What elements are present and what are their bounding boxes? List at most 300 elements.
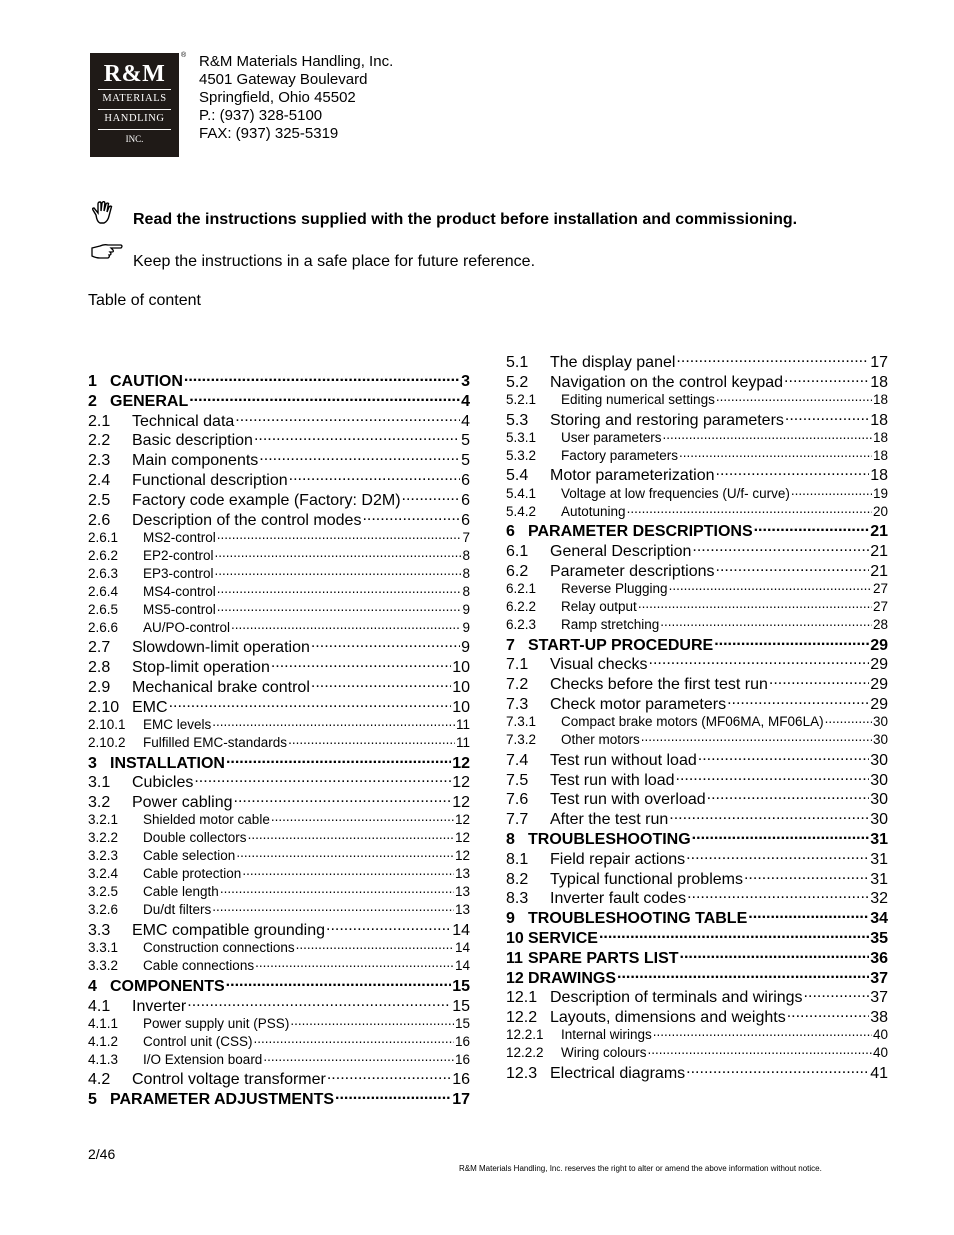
toc-entry[interactable] bbox=[88, 489, 470, 509]
toc-leader-dots bbox=[290, 1014, 454, 1028]
toc-entry-number: 5.3.1 bbox=[506, 429, 537, 445]
toc-entry[interactable] bbox=[88, 600, 470, 618]
toc-entry-number: 8.1 bbox=[506, 850, 529, 868]
toc-entry-page: 21 bbox=[870, 542, 888, 560]
toc-leader-dots bbox=[220, 883, 454, 897]
toc-entry-title: EMC bbox=[132, 698, 168, 716]
toc-entry[interactable] bbox=[506, 769, 888, 789]
toc-leader-dots bbox=[714, 634, 869, 650]
toc-leader-dots bbox=[217, 600, 462, 614]
toc-leader-dots bbox=[716, 391, 872, 405]
toc-entry-number: 8.3 bbox=[506, 890, 529, 908]
toc-entry[interactable] bbox=[506, 634, 888, 654]
toc-entry-number: 4.1.3 bbox=[88, 1051, 119, 1067]
toc-entry[interactable] bbox=[506, 1062, 888, 1082]
toc-entry-number: 6 bbox=[506, 523, 515, 541]
toc-entry[interactable] bbox=[88, 1014, 470, 1032]
keep-text: Keep the instructions in a safe place for future reference. bbox=[133, 253, 536, 270]
toc-entry-title: Voltage at low frequencies (U/f- curve) bbox=[561, 485, 790, 501]
toc-entry-page: 17 bbox=[452, 1091, 470, 1109]
toc-entry-page: 31 bbox=[870, 830, 888, 848]
toc-entry[interactable] bbox=[88, 829, 470, 847]
toc-entry-page: 27 bbox=[872, 581, 888, 597]
toc-leader-dots bbox=[184, 370, 460, 386]
toc-entry-page: 13 bbox=[454, 884, 470, 900]
toc-entry[interactable] bbox=[506, 731, 888, 749]
toc-entry-page: 18 bbox=[872, 429, 888, 445]
toc-entry-number: 3.2.5 bbox=[88, 884, 119, 900]
toc-entry[interactable] bbox=[88, 696, 470, 716]
toc-entry-title: The display panel bbox=[550, 354, 676, 371]
toc-entry[interactable] bbox=[88, 716, 470, 734]
logo-divider bbox=[98, 89, 171, 90]
toc-entry[interactable] bbox=[506, 907, 888, 927]
toc-entry[interactable] bbox=[506, 1044, 888, 1062]
toc-entry-title: General Description bbox=[550, 542, 692, 560]
toc-entry-number: 2.6.5 bbox=[88, 601, 119, 617]
toc-entry-number: 5.4 bbox=[506, 467, 529, 485]
toc-entry[interactable] bbox=[88, 883, 470, 901]
toc-entry-title: PARAMETER ADJUSTMENTS bbox=[110, 1091, 335, 1109]
toc-entry-title: AU/PO-control bbox=[143, 619, 231, 635]
toc-entry-page: 31 bbox=[870, 870, 888, 888]
toc-leader-dots bbox=[215, 564, 462, 578]
toc-leader-dots bbox=[335, 1088, 451, 1104]
toc-entry[interactable] bbox=[88, 975, 470, 995]
toc-leader-dots bbox=[627, 502, 872, 516]
toc-entry-title: Construction connections bbox=[143, 940, 295, 956]
toc-entry-title: User parameters bbox=[561, 429, 662, 445]
toc-entry-page: 36 bbox=[870, 949, 888, 967]
toc-entry-page: 13 bbox=[454, 866, 470, 882]
toc-entry-number: 12 bbox=[506, 969, 524, 987]
toc-entry[interactable] bbox=[506, 749, 888, 769]
toc-entry-title: Basic description bbox=[132, 432, 253, 450]
toc-entry-page: 18 bbox=[870, 373, 888, 391]
toc-entry[interactable] bbox=[506, 371, 888, 391]
toc-entry[interactable] bbox=[88, 618, 470, 636]
toc-entry[interactable] bbox=[506, 391, 888, 409]
toc-entry-title: Description of the control modes bbox=[132, 511, 362, 529]
toc-entry[interactable] bbox=[88, 469, 470, 489]
toc-entry[interactable] bbox=[506, 428, 888, 446]
toc-entry-number: 5.2.1 bbox=[506, 392, 537, 408]
toc-entry[interactable] bbox=[506, 580, 888, 598]
toc-entry-page: 14 bbox=[454, 958, 470, 974]
toc-leader-dots bbox=[235, 410, 460, 426]
toc-entry-title: Ramp stretching bbox=[561, 617, 660, 633]
toc-entry[interactable] bbox=[88, 771, 470, 791]
toc-entry-number: 2.6.2 bbox=[88, 547, 119, 563]
toc-entry-title: Typical functional problems bbox=[550, 870, 743, 888]
toc-leader-dots bbox=[744, 868, 869, 884]
toc-entry-number: 12.1 bbox=[506, 989, 538, 1007]
toc-leader-dots bbox=[787, 1006, 870, 1022]
toc-entry-title: Parameter descriptions bbox=[550, 562, 715, 580]
toc-entry-page: 12 bbox=[452, 774, 470, 792]
toc-entry[interactable] bbox=[88, 919, 470, 939]
toc-entry[interactable] bbox=[506, 446, 888, 464]
toc-entry[interactable] bbox=[88, 449, 470, 469]
toc-entry-title: Description of terminals and wirings bbox=[550, 989, 803, 1007]
toc-entry[interactable] bbox=[506, 540, 888, 560]
toc-entry-number: 8.2 bbox=[506, 870, 529, 888]
toc-entry-title: Layouts, dimensions and weights bbox=[550, 1009, 786, 1027]
toc-entry[interactable] bbox=[88, 995, 470, 1015]
address-line: R&M Materials Handling, Inc. bbox=[199, 53, 394, 70]
toc-leader-dots bbox=[648, 1044, 872, 1058]
toc-entry-page: 41 bbox=[870, 1064, 888, 1082]
toc-entry-page: 10 bbox=[452, 698, 470, 716]
toc-entry-title: SPARE PARTS LIST bbox=[528, 949, 679, 967]
toc-leader-dots bbox=[617, 967, 869, 983]
toc-entry-title: PARAMETER DESCRIPTIONS bbox=[528, 523, 753, 541]
toc-leader-dots bbox=[748, 907, 869, 923]
toc-entry[interactable] bbox=[506, 1006, 888, 1026]
toc-entry[interactable] bbox=[88, 528, 470, 546]
toc-entry-number: 2.4 bbox=[88, 471, 111, 489]
toc-leader-dots bbox=[254, 429, 460, 445]
toc-leader-dots bbox=[784, 371, 869, 387]
toc-entry-page: 16 bbox=[452, 1071, 470, 1089]
toc-leader-dots bbox=[296, 939, 454, 953]
toc-leader-dots bbox=[716, 560, 870, 576]
toc-entry[interactable] bbox=[506, 464, 888, 484]
toc-entry-title: TROUBLESHOOTING TABLE bbox=[528, 910, 748, 928]
toc-entry[interactable] bbox=[88, 410, 470, 430]
toc-leader-dots bbox=[236, 847, 454, 861]
toc-entry-page: 12 bbox=[452, 754, 470, 772]
toc-entry[interactable] bbox=[88, 734, 470, 752]
toc-leader-dots bbox=[212, 901, 454, 915]
toc-leader-dots bbox=[686, 848, 869, 864]
toc-entry[interactable] bbox=[88, 582, 470, 600]
toc-entry-title: MS5-control bbox=[143, 601, 216, 617]
toc-entry-title: Cubicles bbox=[132, 774, 194, 792]
toc-entry-page: 18 bbox=[870, 467, 888, 485]
toc-entry[interactable] bbox=[88, 656, 470, 676]
toc-entry[interactable] bbox=[88, 676, 470, 696]
toc-leader-dots bbox=[288, 734, 455, 748]
toc-entry[interactable] bbox=[506, 986, 888, 1006]
toc-entry-page: 6 bbox=[461, 471, 470, 489]
toc-entry-page: 9 bbox=[461, 639, 470, 657]
toc-entry-title: Power cabling bbox=[132, 794, 233, 812]
toc-entry[interactable] bbox=[88, 1088, 470, 1108]
toc-entry-number: 7.3.2 bbox=[506, 732, 537, 748]
toc-entry[interactable] bbox=[506, 598, 888, 616]
toc-entry-page: 14 bbox=[452, 921, 470, 939]
toc-leader-dots bbox=[326, 919, 451, 935]
toc-entry-number: 5.3.2 bbox=[506, 447, 537, 463]
toc-leader-dots bbox=[641, 731, 872, 745]
toc-entry-title: Check motor parameters bbox=[550, 695, 727, 713]
toc-leader-dots bbox=[804, 986, 870, 1002]
toc-entry-number: 3 bbox=[88, 754, 97, 772]
toc-entry-title: Power supply unit (PSS) bbox=[143, 1015, 290, 1031]
toc-entry-title: GENERAL bbox=[110, 392, 189, 410]
toc-entry[interactable] bbox=[506, 788, 888, 808]
toc-entry-number: 6.2.2 bbox=[506, 599, 537, 615]
logo-inc: INC. bbox=[125, 134, 144, 144]
toc-entry-number: 2.3 bbox=[88, 452, 111, 470]
toc-entry-title: I/O Extension board bbox=[143, 1051, 263, 1067]
toc-entry[interactable] bbox=[506, 927, 888, 947]
toc-leader-dots bbox=[649, 653, 870, 669]
toc-entry-number: 4 bbox=[88, 977, 97, 995]
toc-entry-title: Slowdown-limit operation bbox=[132, 639, 310, 657]
toc-entry[interactable] bbox=[88, 939, 470, 957]
toc-entry-title: Field repair actions bbox=[550, 850, 686, 868]
toc-entry-number: 6.2.3 bbox=[506, 617, 537, 633]
toc-entry-title: EP3-control bbox=[143, 565, 214, 581]
toc-entry-title: Functional description bbox=[132, 471, 288, 489]
toc-entry-number: 3.2.6 bbox=[88, 902, 119, 918]
toc-entry[interactable] bbox=[506, 868, 888, 888]
toc-leader-dots bbox=[679, 446, 872, 460]
toc-entry-page: 18 bbox=[872, 447, 888, 463]
toc-leader-dots bbox=[226, 975, 452, 991]
toc-entry-number: 2.7 bbox=[88, 639, 111, 657]
toc-entry[interactable] bbox=[88, 429, 470, 449]
toc-entry-title: MS2-control bbox=[143, 529, 216, 545]
toc-entry-number: 12.3 bbox=[506, 1064, 538, 1082]
toc-entry-page: 11 bbox=[455, 735, 470, 751]
toc-entry[interactable] bbox=[88, 901, 470, 919]
toc-entry-number: 7.4 bbox=[506, 751, 529, 769]
toc-leader-dots bbox=[248, 829, 454, 843]
toc-left-column bbox=[88, 370, 470, 1108]
toc-entry[interactable] bbox=[88, 1032, 470, 1050]
toc-entry-page: 18 bbox=[870, 411, 888, 429]
toc-entry-number: 3.2.1 bbox=[88, 812, 119, 828]
toc-entry-page: 6 bbox=[461, 511, 470, 529]
toc-entry-number: 3.2.3 bbox=[88, 848, 119, 864]
toc-entry-number: 2.10 bbox=[88, 698, 120, 716]
toc-entry-title: Wiring colours bbox=[561, 1045, 647, 1061]
toc-entry[interactable] bbox=[88, 847, 470, 865]
toc-entry[interactable] bbox=[88, 1050, 470, 1068]
toc-leader-dots bbox=[698, 749, 869, 765]
toc-entry[interactable] bbox=[88, 791, 470, 811]
toc-leader-dots bbox=[707, 788, 870, 804]
toc-entry[interactable] bbox=[506, 653, 888, 673]
toc-leader-dots bbox=[271, 656, 451, 672]
toc-leader-dots bbox=[692, 828, 870, 844]
toc-entry[interactable] bbox=[506, 520, 888, 540]
toc-entry[interactable] bbox=[506, 947, 888, 967]
toc-entry-number: 2.6.4 bbox=[88, 583, 119, 599]
toc-leader-dots bbox=[785, 409, 869, 425]
toc-entry-number: 2.5 bbox=[88, 491, 111, 509]
toc-entry-number: 9 bbox=[506, 910, 515, 928]
toc-entry-number: 3.1 bbox=[88, 774, 111, 792]
toc-entry-page: 15 bbox=[452, 977, 470, 995]
toc-entry-title: SERVICE bbox=[528, 929, 598, 947]
toc-entry-number: 5.1 bbox=[506, 354, 529, 371]
toc-leader-dots bbox=[217, 528, 462, 542]
toc-entry-number: 2.9 bbox=[88, 678, 111, 696]
toc-entry-number: 10 bbox=[506, 929, 524, 947]
toc-entry-title: Test run with overload bbox=[550, 791, 706, 809]
toc-leader-dots bbox=[676, 351, 869, 367]
footer-disclaimer: R&M Materials Handling, Inc. reserves the right to alter or amend the above information without notice. bbox=[459, 1164, 822, 1173]
toc-leader-dots bbox=[217, 582, 462, 596]
toc-leader-dots bbox=[234, 791, 452, 807]
toc-entry-title: Du/dt filters bbox=[143, 902, 212, 918]
toc-entry[interactable] bbox=[506, 808, 888, 828]
toc-entry[interactable] bbox=[88, 811, 470, 829]
toc-entry[interactable] bbox=[506, 1026, 888, 1044]
toc-entry[interactable] bbox=[88, 1068, 470, 1088]
warning-text: Read the instructions supplied with the product before installation and commissioning. bbox=[133, 211, 798, 228]
toc-entry-page: 8 bbox=[462, 565, 470, 581]
toc-leader-dots bbox=[680, 947, 870, 963]
toc-entry[interactable] bbox=[88, 546, 470, 564]
toc-entry-number: 2.6.1 bbox=[88, 529, 119, 545]
toc-entry-page: 38 bbox=[870, 1009, 888, 1027]
toc-leader-dots bbox=[259, 449, 460, 465]
toc-entry-page: 30 bbox=[870, 751, 888, 769]
toc-entry[interactable] bbox=[88, 636, 470, 656]
toc-entry-page: 8 bbox=[462, 583, 470, 599]
toc-entry-page: 30 bbox=[870, 811, 888, 829]
toc-entry-title: Factory code example (Factory: D2M) bbox=[132, 491, 401, 509]
toc-entry-number: 5.2 bbox=[506, 373, 529, 391]
toc-leader-dots bbox=[327, 1068, 451, 1084]
toc-entry-page: 8 bbox=[462, 547, 470, 563]
toc-entry-number: 2.10.1 bbox=[88, 717, 126, 733]
toc-entry-number: 12.2 bbox=[506, 1009, 538, 1027]
toc-right-column bbox=[506, 351, 888, 1082]
toc-entry-number: 12.2.2 bbox=[506, 1045, 544, 1061]
toc-entry-number: 7.2 bbox=[506, 676, 529, 694]
logo-rm: R&M bbox=[103, 61, 166, 87]
toc-entry-page: 19 bbox=[872, 485, 888, 501]
toc-entry-number: 2.6.6 bbox=[88, 619, 119, 635]
toc-entry[interactable] bbox=[506, 967, 888, 987]
toc-entry-number: 2.2 bbox=[88, 432, 111, 450]
toc-entry-page: 40 bbox=[872, 1045, 888, 1061]
toc-leader-dots bbox=[187, 995, 451, 1011]
toc-entry[interactable] bbox=[88, 865, 470, 883]
toc-entry-title: Inverter fault codes bbox=[550, 890, 687, 908]
toc-leader-dots bbox=[212, 716, 455, 730]
toc-entry[interactable] bbox=[506, 887, 888, 907]
toc-entry-number: 12.2.1 bbox=[506, 1027, 544, 1043]
toc-entry-title: MS4-control bbox=[143, 583, 216, 599]
toc-entry[interactable] bbox=[506, 673, 888, 693]
toc-entry-number: 7.6 bbox=[506, 791, 529, 809]
toc-entry-number: 7.3 bbox=[506, 695, 529, 713]
toc-leader-dots bbox=[311, 636, 460, 652]
toc-entry-page: 32 bbox=[870, 890, 888, 908]
toc-entry-number: 7.7 bbox=[506, 811, 529, 829]
toc-entry-number: 11 bbox=[506, 949, 523, 967]
address-line: FAX: (937) 325-5319 bbox=[199, 125, 339, 142]
toc-entry-page: 5 bbox=[461, 452, 470, 470]
toc-entry-title: INSTALLATION bbox=[110, 754, 225, 772]
toc-entry-page: 4 bbox=[461, 412, 470, 430]
toc-leader-dots bbox=[263, 1050, 454, 1064]
toc-entry-title: Mechanical brake control bbox=[132, 678, 310, 696]
toc-entry-number: 2.6 bbox=[88, 511, 111, 529]
toc-entry[interactable] bbox=[88, 390, 470, 410]
toc-entry-title: Control unit (CSS) bbox=[143, 1033, 253, 1049]
toc-entry-page: 3 bbox=[461, 373, 470, 390]
toc-entry-title: Relay output bbox=[561, 599, 637, 615]
toc-entry-page: 12 bbox=[452, 794, 470, 812]
toc-entry-title: START-UP PROCEDURE bbox=[528, 636, 714, 654]
toc-entry-title: COMPONENTS bbox=[110, 977, 225, 995]
toc-entry[interactable] bbox=[88, 957, 470, 975]
toc-entry[interactable] bbox=[506, 560, 888, 580]
toc-entry[interactable] bbox=[506, 484, 888, 502]
toc-leader-dots bbox=[271, 811, 454, 825]
toc-entry-number: 5.3 bbox=[506, 411, 529, 429]
toc-entry[interactable] bbox=[506, 693, 888, 713]
toc-entry[interactable] bbox=[506, 848, 888, 868]
toc-entry[interactable] bbox=[88, 370, 470, 390]
address-line: 4501 Gateway Boulevard bbox=[199, 71, 368, 88]
toc-entry[interactable] bbox=[506, 616, 888, 634]
toc-entry-page: 29 bbox=[870, 636, 888, 654]
toc-entry[interactable] bbox=[506, 828, 888, 848]
toc-entry-page: 30 bbox=[872, 714, 888, 730]
toc-entry[interactable] bbox=[88, 752, 470, 772]
toc-entry[interactable] bbox=[506, 351, 888, 371]
toc-entry[interactable] bbox=[506, 409, 888, 429]
toc-entry-page: 27 bbox=[872, 599, 888, 615]
toc-entry-page: 15 bbox=[452, 997, 470, 1015]
toc-entry-title: Cable length bbox=[143, 884, 219, 900]
toc-entry-title: Inverter bbox=[132, 997, 187, 1015]
company-logo bbox=[90, 53, 179, 157]
toc-entry-title: Storing and restoring parameters bbox=[550, 411, 784, 429]
toc-entry-title: TROUBLESHOOTING bbox=[528, 830, 691, 848]
toc-entry-title: Main components bbox=[132, 452, 259, 470]
toc-leader-dots bbox=[692, 540, 869, 556]
toc-leader-dots bbox=[769, 673, 869, 689]
toc-entry-number: 6.1 bbox=[506, 542, 529, 560]
toc-entry-page: 30 bbox=[872, 732, 888, 748]
toc-leader-dots bbox=[687, 887, 869, 903]
toc-entry-page: 34 bbox=[870, 910, 888, 928]
toc-entry-page: 14 bbox=[454, 940, 470, 956]
toc-entry-number: 7.1 bbox=[506, 656, 529, 674]
toc-leader-dots bbox=[311, 676, 451, 692]
toc-entry-number: 3.2.4 bbox=[88, 866, 119, 882]
toc-leader-dots bbox=[754, 520, 870, 536]
toc-entry-page: 18 bbox=[872, 392, 888, 408]
toc-entry[interactable] bbox=[506, 713, 888, 731]
toc-entry-title: Editing numerical settings bbox=[561, 392, 715, 408]
toc-leader-dots bbox=[362, 509, 460, 525]
toc-entry-page: 10 bbox=[452, 678, 470, 696]
toc-entry[interactable] bbox=[88, 509, 470, 529]
toc-entry[interactable] bbox=[506, 502, 888, 520]
toc-entry-title: Cable selection bbox=[143, 848, 236, 864]
toc-entry-page: 35 bbox=[870, 929, 888, 947]
toc-leader-dots bbox=[669, 580, 872, 594]
toc-entry-number: 3.3 bbox=[88, 921, 111, 939]
toc-entry-title: Factory parameters bbox=[561, 447, 679, 463]
toc-entry-title: Test run with load bbox=[550, 771, 675, 789]
toc-leader-dots bbox=[686, 1062, 869, 1078]
toc-entry-title: EP2-control bbox=[143, 547, 214, 563]
toc-entry[interactable] bbox=[88, 564, 470, 582]
toc-entry-number: 2.10.2 bbox=[88, 735, 126, 751]
